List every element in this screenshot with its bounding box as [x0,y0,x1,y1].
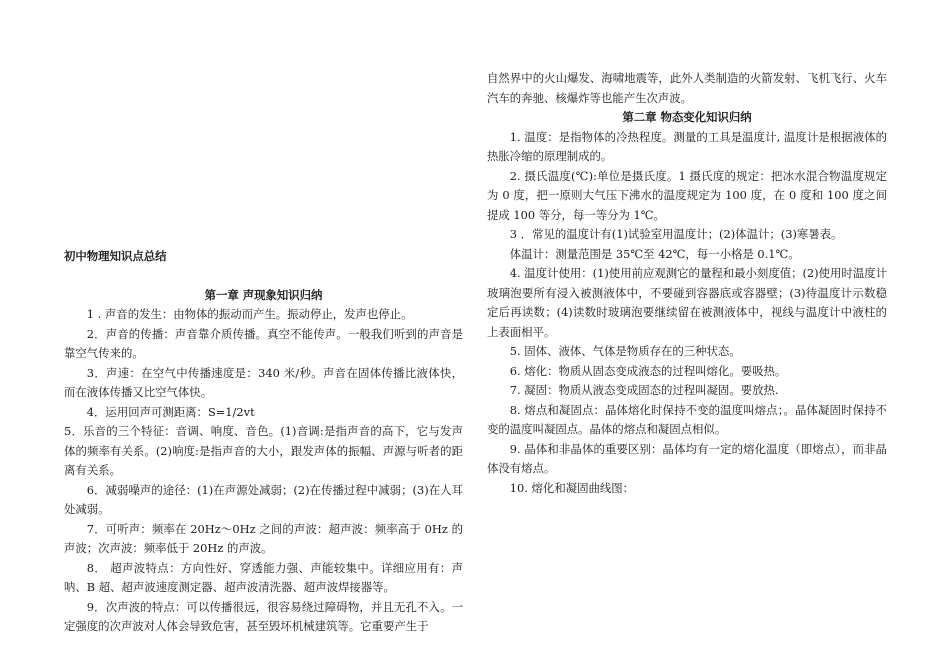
paragraph-1-2: 2．声音的传播：声音靠介质传播。真空不能传声。一般我们听到的声音是靠空气传来的。 [64,326,463,360]
paragraph-1-9: 9．次声波的特点：可以传播很远，很容易绕过障碍物，并且无孔不入。一定强度的次声波对人体会导致危害，甚至毁坏机械建筑等。它重要产生于 [64,599,463,633]
paragraph-1-4: 4．运用回声可测距离：S=1/2vt [86,404,255,419]
paragraph-2-1: 1. 温度：是指物体的冷热程度。测量的工具是温度计, 温度计是根据液体的热胀冷缩的原理制成的。 [487,129,887,163]
chapter-1-title: 第一章 声现象知识归纳 [204,287,323,302]
document-title: 初中物理知识点总结 [64,249,167,263]
paragraph-1-8: 8． 超声波特点：方向性好、穿透能力强、声能较集中。详细应用有：声呐、B 超、超声波速度测定器、超声波清洗器、超声波焊接器等。 [64,560,463,594]
paragraph-1-3: 3．声速：在空气中传播速度是：340 米/秒。声音在固体传播比液体快，而在液体传播又比空气体快。 [64,365,463,399]
paragraph-2-8: 8. 熔点和凝固点：晶体熔化时保持不变的温度叫熔点；。晶体凝固时保持不变的温度叫凝固点。晶体的熔点和凝固点相似。 [487,402,887,436]
paragraph-2-7: 7. 凝固：物质从液态变成固态的过程叫凝固。要放热. [509,383,779,397]
paragraph-2-2: 2. 摄氏温度(℃):单位是摄氏度。1 摄氏度的规定：把冰水混合物温度规定为 0 度，把一原则大气压下沸水的温度规定为 100 度，在 0 度和 100 度之间提成 100 等分，每一等分为 1℃。 [487,168,887,222]
left-column [64,247,463,637]
paragraph-2-5: 5. 固体、液体、气体是物质存在的三种状态。 [509,344,741,358]
right-column [487,69,887,498]
paragraph-2-4: 4. 温度计使用：(1)使用前应观测它的量程和最小刻度值；(2)使用时温度计玻璃泡要所有浸入被测液体中，不要碰到容器底或容器壁；(3)待温度计示数稳定后再读数；(4)读数时玻璃泡要继续留在被测液体中，视线与温度计中液柱的上表面相平。 [487,266,887,339]
paragraph-1-5: 5．乐音的三个特征：音调、响度、音色。(1)音调:是指声音的高下，它与发声体的频率有关系。(2)响度:是指声音的大小，跟发声体的振幅、声源与听者的距离有关系。 [64,424,463,477]
paragraph-2-6: 6. 熔化：物质从固态变成液态的过程叫熔化。要吸热。 [509,363,787,378]
chapter-2-title: 第二章 物态变化知识归纳 [622,110,752,124]
paragraph-1-7: 7．可听声：频率在 20Hz～0Hz 之间的声波：超声波：频率高于 0Hz 的声波；次声波：频率低于 20Hz 的声波。 [64,521,463,555]
paragraph-1-1: 1 . 声音的发生：由物体的振动而产生。振动停止，发声也停止。 [86,307,413,321]
paragraph-1-9-continuation: 自然界中的火山爆发、海啸地震等，此外人类制造的火箭发射、飞机飞行、火车汽车的奔驰、核爆炸等也能产生次声波。 [487,71,887,105]
paragraph-2-10: 10. 熔化和凝固曲线图： [509,480,635,495]
paragraph-1-6: 6．减弱噪声的途径：(1)在声源处减弱；(2)在传播过程中减弱；(3)在人耳处减弱。 [64,482,463,516]
paragraph-2-9: 9. 晶体和非晶体的重要区别：晶体均有一定的熔化温度（即熔点），而非晶体没有熔点。 [487,441,887,475]
paragraph-2-3: 3 ．常见的温度计有(1)试验室用温度计；(2)体温计；(3)寒暑表。 [509,227,843,241]
paragraph-2-3b: 体温计：测量范围是 35℃至 42℃，每一小格是 0.1℃。 [509,246,800,261]
